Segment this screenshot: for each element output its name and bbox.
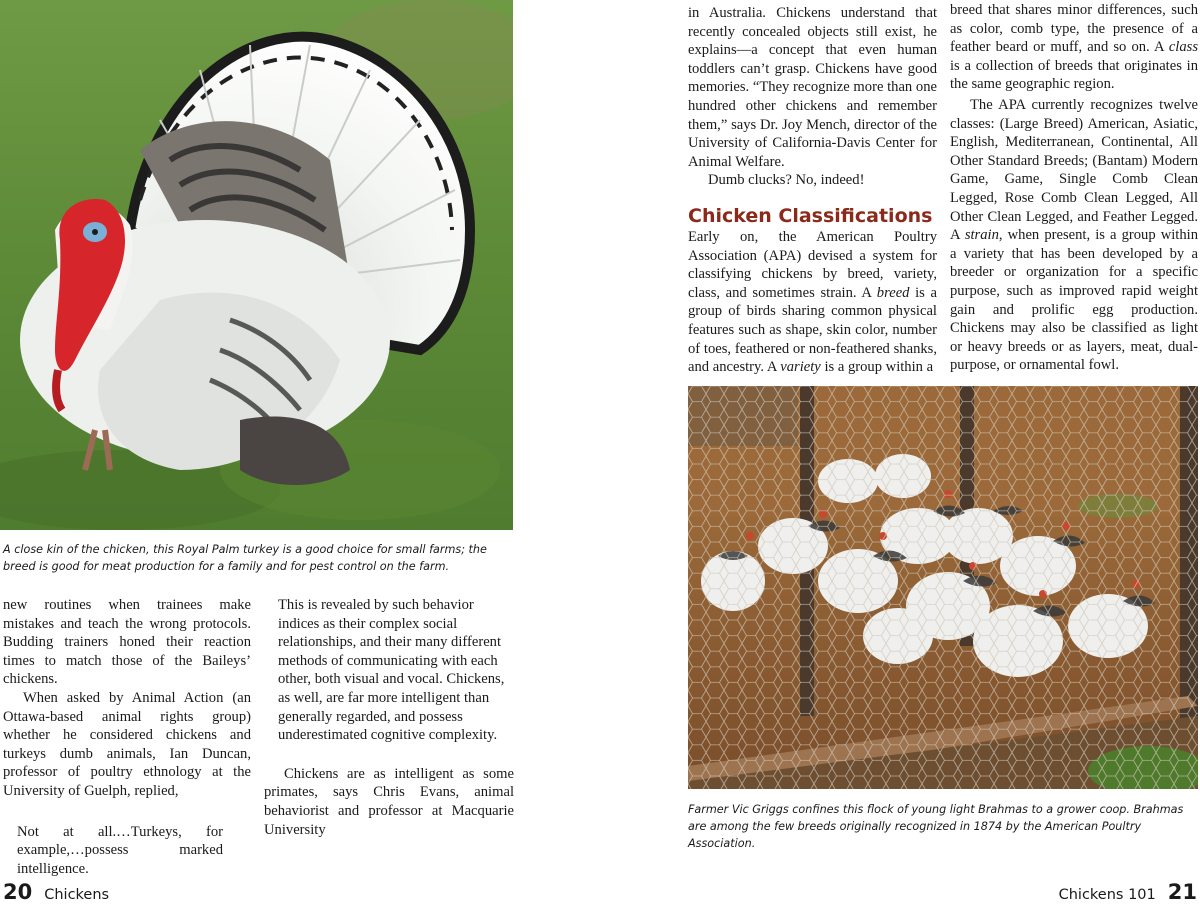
running-title-left: Chickens <box>44 887 110 903</box>
right-col1-paragraph-2: Dumb clucks? No, indeed! <box>708 172 865 189</box>
right-folio <box>1059 880 1197 904</box>
p4-text-a: breed that shares minor differences, such as color, comb type, the presence of a feather beard or muff, and so on. A <box>950 2 1198 56</box>
p5-text-b: , when present, is a group within a variety that has been developed by a breeder or organization for a specific purpose, such as improved rapid weight gain and prolific egg production. Chickens may also be classified as light or heavy breeds or as layers, meat, dual-purpose, or ornamental fowl. <box>950 227 1198 374</box>
right-col1-paragraph-1: in Australia. Chickens understand that recently concealed objects still exist, he explains—a concept that even human toddlers can’t grasp. Chickens have good memories. “They recognize more than one hundred other chickens and remember them,” says Dr. Joy Mench, director of the University of California-Davis Center for Animal Welfare. <box>688 5 937 170</box>
running-title-right: Chickens 101 <box>1058 887 1156 903</box>
left-folio <box>3 880 109 904</box>
page-number-right: 21 <box>1167 880 1197 904</box>
p4-text-b: is a collection of breeds that originates in the same geographic region. <box>950 57 1198 93</box>
left-column-1 <box>3 596 251 878</box>
p3-text-a: Early on, the American Poultry Association (APA) devised a system for classifying chickens by breed, variety, class, and sometimes strain. A <box>688 228 937 301</box>
p5-text-a: The APA currently recognizes twelve classes: (Large Breed) American, Asiatic, English, Mediterranean, Continental, All Other Standard Breeds; (Bantam) Modern Game, Game, Single Comb Clean Legged, Rose Comb Clean Legged, All Other Clean Legged, and Feather Legged. A <box>950 96 1198 244</box>
pull-quote: Not at all.…Turkeys, for example,…possess marked intelligence. <box>17 823 223 877</box>
term-variety: variety <box>780 359 821 376</box>
left-col2-paragraph-2: Chickens are as intelligent as some primates, says Chris Evans, animal behaviorist and professor at Macquarie University <box>264 765 514 838</box>
turkey-photo <box>0 0 513 530</box>
left-col1-paragraph-1: new routines when trainees make mistakes and teach the wrong protocols. Budding trainers honed their reaction times to match those of the Baileys’ chickens. <box>3 597 251 688</box>
brahma-caption: Farmer Vic Griggs confines this flock of young light Brahmas to a grower coop. Brahmas are among the few breeds originally recognized in 1874 by the American Poultry Association. <box>688 803 1184 850</box>
term-class: class <box>1168 39 1198 56</box>
left-column-2 <box>264 596 514 839</box>
right-col2-paragraph-1 <box>950 1 1198 94</box>
brahma-photo <box>688 386 1198 789</box>
p3-text-b: is a group of birds sharing common physical features such as shape, skin color, number of toes, feathered or non-feathered shanks, and ancestry. A <box>688 284 937 376</box>
right-column-1 <box>688 4 937 377</box>
right-col1-paragraph-3 <box>688 228 937 377</box>
term-breed: breed <box>876 284 910 301</box>
p3-text-c: is a group within a <box>820 359 934 376</box>
right-col2-paragraph-2 <box>950 96 1198 375</box>
term-strain: strain <box>964 227 999 244</box>
page-number-left: 20 <box>3 880 33 904</box>
section-heading: Chicken Classifications <box>688 204 933 227</box>
left-col2-paragraph-1: This is revealed by such behavior indices as their complex social relationships, and their many different methods of communicating with each other, both visual and vocal. Chickens, as well, are far more intelligent than generally regarded, and possess underestimated cognitive complexity. <box>278 597 505 744</box>
left-col1-paragraph-2: When asked by Animal Action (an Ottawa-based animal rights group) whether he considered chickens and turkeys dumb animals, Ian Duncan, professor of poultry ethnology at the University of Guelph, replied, <box>3 689 251 799</box>
turkey-caption: A close kin of the chicken, this Royal Palm turkey is a good choice for small farms; the breed is good for meat production for a family and for pest control on the farm. <box>3 543 487 573</box>
right-column-2 <box>950 1 1198 375</box>
